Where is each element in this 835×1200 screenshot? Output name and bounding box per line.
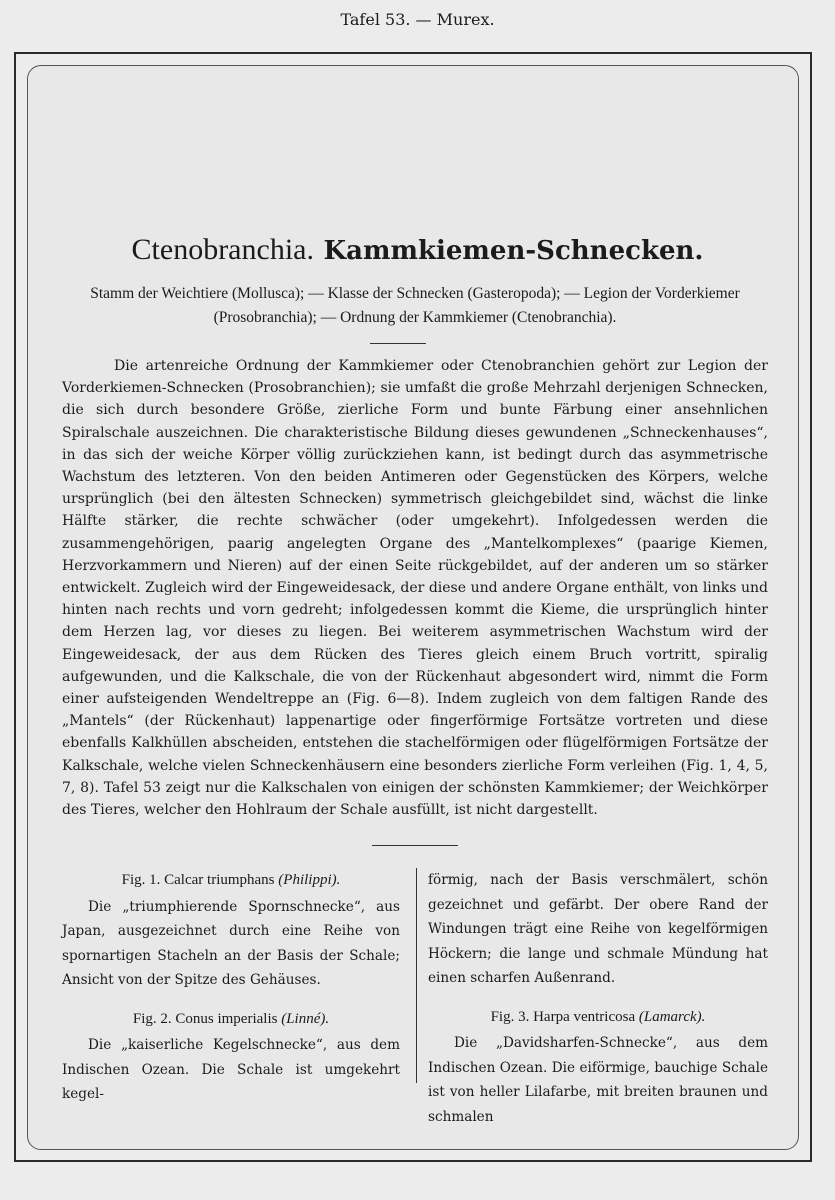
fig3-heading <box>428 1005 768 1030</box>
fig1-text: Die „triumphierende Spornschnecke“, aus Japan, ausgezeichnet durch eine Reihe von spornartigen Stacheln an der Basis der Schale; Ansicht von der Spitze des Gehäuses. <box>62 898 400 988</box>
left-column <box>62 868 400 1107</box>
fig2-heading <box>62 1007 400 1032</box>
page-title <box>0 232 835 267</box>
fig3-author: (Lamarck). <box>638 1008 706 1025</box>
column-divider <box>416 868 417 1083</box>
right-column <box>428 868 768 1129</box>
fig2-species: Conus imperialis <box>175 1010 278 1027</box>
fig1-species: Calcar triumphans <box>164 872 275 888</box>
section-divider <box>372 845 458 846</box>
fig3-species: Harpa ventricosa <box>533 1008 636 1025</box>
fig1-prefix: Fig. 1. <box>121 872 161 888</box>
fig2-continuation: förmig, nach der Basis verschmälert, schön gezeichnet und gefärbt. Der obere Rand der Windungen trägt eine Reihe von kegelförmigen Höckern; die lange und schmale Mündung hat einen scharfen Außenrand. <box>428 872 768 986</box>
fig2-prefix: Fig. 2. <box>132 1010 172 1027</box>
divider-rule <box>370 343 426 344</box>
intro-paragraph: Die artenreiche Ordnung der Kammkiemer oder Ctenobranchien gehört zur Legion der Vorderkiemen-Schnecken (Prosobranchien); sie umfaßt die große Mehrzahl derjenigen Schnecken, die sich durch besondere Größe, zierliche Form und bunte Färbung einer ansehnlichen Spiralschale auszeichnen. Die charakteristische Bildung dieses gewundenen „Schneckenhauses“, in das sich der weiche Körper völlig zurückziehen kann, ist bedingt durch das asymmetrische Wachstum des letzteren. Von den beiden Antimeren oder Gegenstücken des Körpers, welche ursprünglich (bei den ältesten Schnecken) symmetrisch gleichgebildet sind, wächst die linke Hälfte stärker, die rechte schwächer (oder umgekehrt). Infolgedessen werden die zusammengehörigen, paarig angelegten Organe des „Mantelkomplexes“ (paarige Kiemen, Herzvorkammern und Nieren) auf der einen Seite rückgebildet, auf der anderen um so stärker entwickelt. Zugleich wird der Eingeweidesack, der diese und andere Organe enthält, von links und hinten nach rechts und vorn gedreht; infolgedessen kommt die Kieme, die ursprünglich hinter dem Herzen lag, vor dieses zu liegen. Bei weiterem asymmetrischen Wachstum wird der Eingeweidesack, der aus dem Rücken des Tieres gleich einem Bruch vortritt, spiralig aufgewunden, und die Kalkschale, die von der Rückenhaut abgesondert wird, nimmt die Form einer aufsteigenden Wendeltreppe an (Fig. 6—8). Indem zugleich von dem faltigen Rande des „Mantels“ (der Rückenhaut) lappenartige oder fingerförmige Fortsätze vortreten und diese ebenfalls Kalkhüllen abscheiden, entstehen die stachelförmigen oder flügelförmigen Fortsätze der Kalkschale, welche vielen Schneckenhäusern eine besonders zierliche Form verleihen (Fig. 1, 4, 5, 7, 8). Tafel 53 zeigt nur die Kalkschalen von einigen der schönsten Kammkiemer; der Weichkörper des Tieres, welcher den Hohlraum der Schale ausfüllt, ist nicht dargestellt. <box>62 358 768 819</box>
fig1-heading <box>62 868 400 893</box>
classification-line: Stamm der Weichtiere (Mollusca); — Klasse der Schnecken (Gasteropoda); — Legion der Vorderkiemer (Prosobranchia); — Ordnung der Kammkiemer (Ctenobranchia). <box>90 285 740 326</box>
fig3-text: Die „Davidsharfen-Schnecke“, aus dem Indischen Ozean. Die eiförmige, bauchige Schale ist von heller Lilafarbe, mit breiten braunen und schmalen <box>428 1035 768 1125</box>
fig1-author: (Philippi). <box>278 872 341 888</box>
fig2-text: Die „kaiserliche Kegelschnecke“, aus dem Indischen Ozean. Die Schale ist umgekehrt kegel- <box>62 1037 400 1102</box>
fig2-author: (Linné). <box>281 1010 330 1027</box>
title-latin: Ctenobranchia. <box>131 233 314 266</box>
intro-text <box>62 355 768 821</box>
page-header: Tafel 53. — Murex. <box>340 10 495 29</box>
fig3-prefix: Fig. 3. <box>490 1008 530 1025</box>
title-german: Kammkiemen-Schnecken. <box>323 236 704 266</box>
